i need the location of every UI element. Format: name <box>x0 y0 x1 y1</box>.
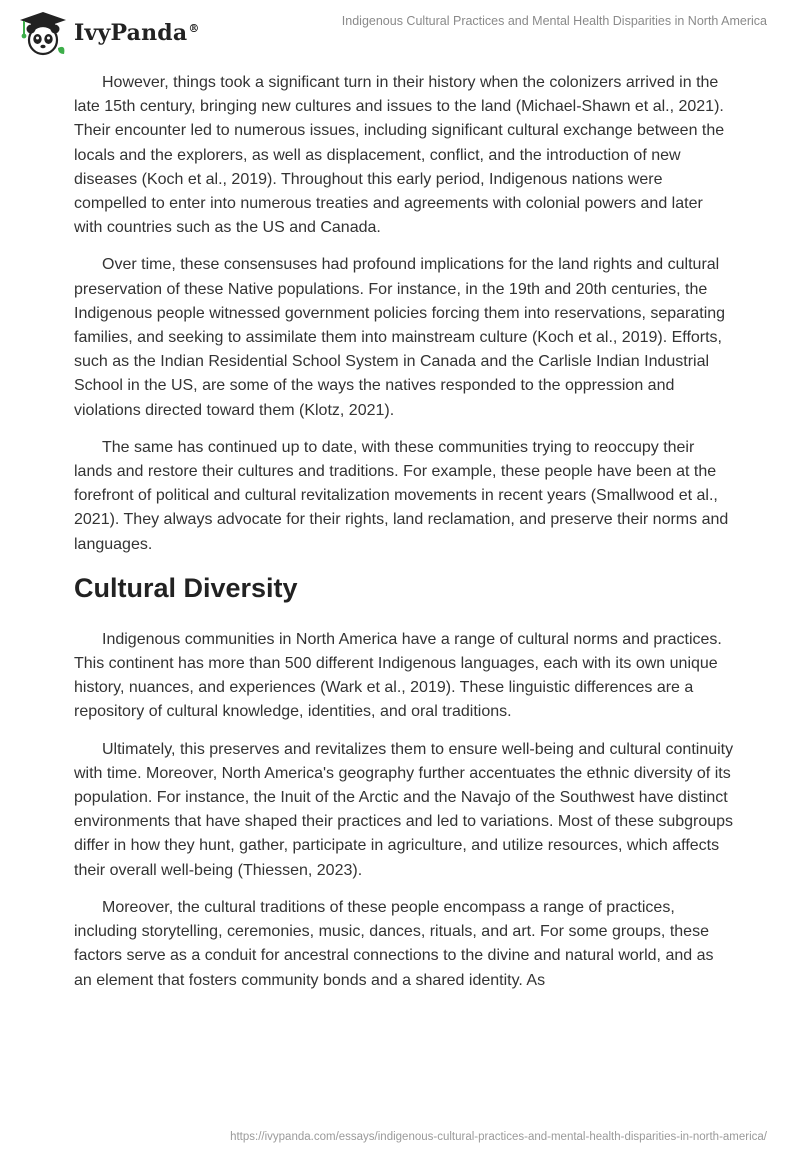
paragraph: Over time, these consensuses had profound implications for the land rights and cultural preservation of these Native populations. For instance, in the 19th and 20th centuries, the Indigenous people witnessed government policies forcing them into reservations, separating families, and seeking to assimilate them into mainstream culture (Koch et al., 2019). Efforts, such as the Indian Residential School System in Canada and the Carlisle Indian Industrial School in the US, are some of the ways the natives responded to the oppression and violations directed toward them (Klotz, 2021). <box>74 256 726 419</box>
section-heading: Cultural Diversity <box>74 572 298 603</box>
ivypanda-logo[interactable] <box>14 8 224 58</box>
paragraph: Ultimately, this preserves and revitalizes them to ensure well-being and cultural continuity with time. Moreover, North America's geography further accentuates the ethnic diversity of its population. For instance, the Inuit of the Arctic and the Navajo of the Southwest have distinct environments that have shaped their practices and led to variations. Most of these subgroups differ in how they hunt, gather, participate in agriculture, and utilize resources, which affects their overall well-being (Thiessen, 2023). <box>74 740 734 879</box>
panda-graduate-icon <box>14 8 72 58</box>
source-url[interactable]: https://ivypanda.com/essays/indigenous-cultural-practices-and-mental-health-disparities-in-north-america/ <box>230 1131 767 1143</box>
paragraph: The same has continued up to date, with these communities trying to reoccupy their lands and restore their cultures and traditions. For example, these people have been at the forefront of political and cultural revitalization movements in recent years (Smallwood et al., 2021). They always advocate for their rights, land reclamation, and preserve their norms and languages. <box>74 438 729 553</box>
paragraph: However, things took a significant turn in their history when the colonizers arrived in the late 15th century, bringing new cultures and issues to the land (Michael-Shawn et al., 2021). Their encounter led to numerous issues, including significant cultural exchange between the locals and the explorers, as well as displacement, conflict, and the introduction of new diseases (Koch et al., 2019). Throughout this early period, Indigenous nations were compelled to enter into numerous treaties and agreements with colonial powers and later with countries such as the US and Canada. <box>74 74 725 237</box>
essay-body <box>74 71 734 1006</box>
document-title: Indigenous Cultural Practices and Mental Health Disparities in North America <box>341 14 767 28</box>
registered-mark: ® <box>188 21 200 35</box>
paragraph: Indigenous communities in North America have a range of cultural norms and practices. This continent has more than 500 different Indigenous languages, each with its own unique history, nuances, and experiences (Wark et al., 2019). These linguistic differences are a repository of cultural knowledge, identities, and oral traditions. <box>74 630 722 721</box>
page-header <box>0 0 800 70</box>
paragraph: Moreover, the cultural traditions of these people encompass a range of practices, including storytelling, ceremonies, music, dances, rituals, and art. For some groups, these factors serve as a conduit for ancestral connections to the divine and natural world, and as an element that fosters community bonds and a shared identity. As <box>74 898 714 989</box>
brand-name-text: IvyPanda <box>74 20 188 46</box>
brand-name <box>74 20 200 46</box>
